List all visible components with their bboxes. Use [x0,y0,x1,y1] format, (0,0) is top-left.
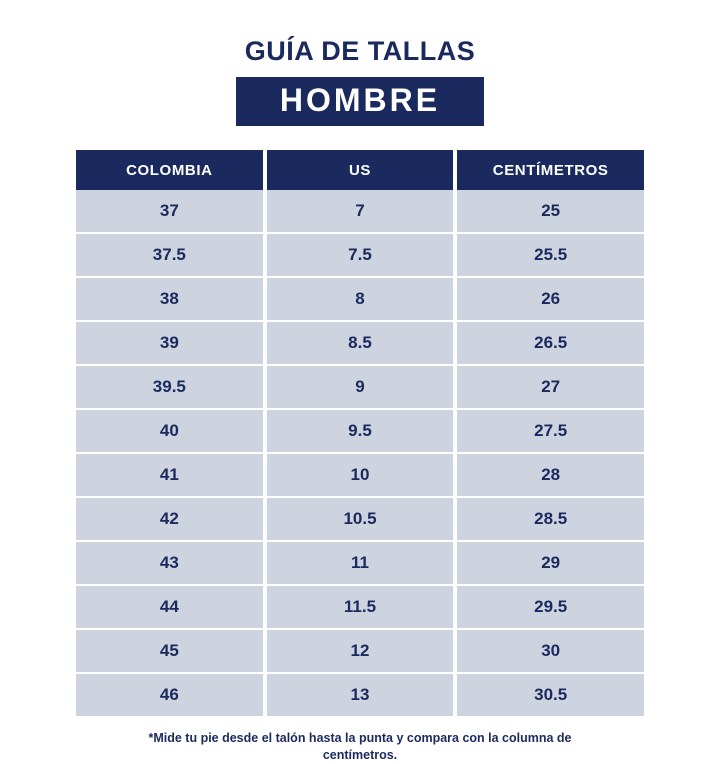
cell-centimetros: 29 [457,542,644,586]
cell-us: 11 [267,542,454,586]
cell-colombia: 46 [76,674,263,716]
cell-centimetros: 27.5 [457,410,644,454]
cell-us: 7.5 [267,234,454,278]
cell-centimetros: 29.5 [457,586,644,630]
table-row [76,366,644,410]
cell-centimetros: 30.5 [457,674,644,716]
size-table-head [76,150,644,190]
size-table-body [76,190,644,716]
cell-centimetros: 28.5 [457,498,644,542]
cell-us: 7 [267,190,454,234]
cell-us: 11.5 [267,586,454,630]
cell-us: 9 [267,366,454,410]
cell-us: 9.5 [267,410,454,454]
column-header-colombia: COLOMBIA [76,150,263,190]
table-row [76,454,644,498]
cell-colombia: 37 [76,190,263,234]
table-row [76,498,644,542]
size-table [72,150,648,716]
cell-centimetros: 28 [457,454,644,498]
column-header-us: US [267,150,454,190]
cell-colombia: 44 [76,586,263,630]
cell-colombia: 39 [76,322,263,366]
table-row [76,674,644,716]
table-row [76,190,644,234]
cell-colombia: 43 [76,542,263,586]
cell-centimetros: 25.5 [457,234,644,278]
cell-colombia: 38 [76,278,263,322]
table-row [76,278,644,322]
table-row [76,542,644,586]
cell-us: 8 [267,278,454,322]
table-row [76,410,644,454]
table-row [76,586,644,630]
cell-centimetros: 26.5 [457,322,644,366]
cell-us: 8.5 [267,322,454,366]
cell-colombia: 42 [76,498,263,542]
cell-centimetros: 27 [457,366,644,410]
cell-colombia: 41 [76,454,263,498]
cell-us: 13 [267,674,454,716]
page-title: GUÍA DE TALLAS [244,36,476,66]
cell-colombia: 39.5 [76,366,263,410]
cell-us: 10 [267,454,454,498]
table-row [76,322,644,366]
cell-us: 12 [267,630,454,674]
cell-centimetros: 26 [457,278,644,322]
gender-banner: HOMBRE [236,77,484,126]
cell-colombia: 37.5 [76,234,263,278]
measurement-footnote: *Mide tu pie desde el talón hasta la punta y compara con la columna de centímetros. [148,731,572,763]
cell-colombia: 40 [76,410,263,454]
table-row [76,630,644,674]
table-row [76,234,644,278]
column-header-centimetros: CENTÍMETROS [457,150,644,190]
cell-centimetros: 30 [457,630,644,674]
cell-centimetros: 25 [457,190,644,234]
table-header-row [76,150,644,190]
cell-colombia: 45 [76,630,263,674]
cell-us: 10.5 [267,498,454,542]
